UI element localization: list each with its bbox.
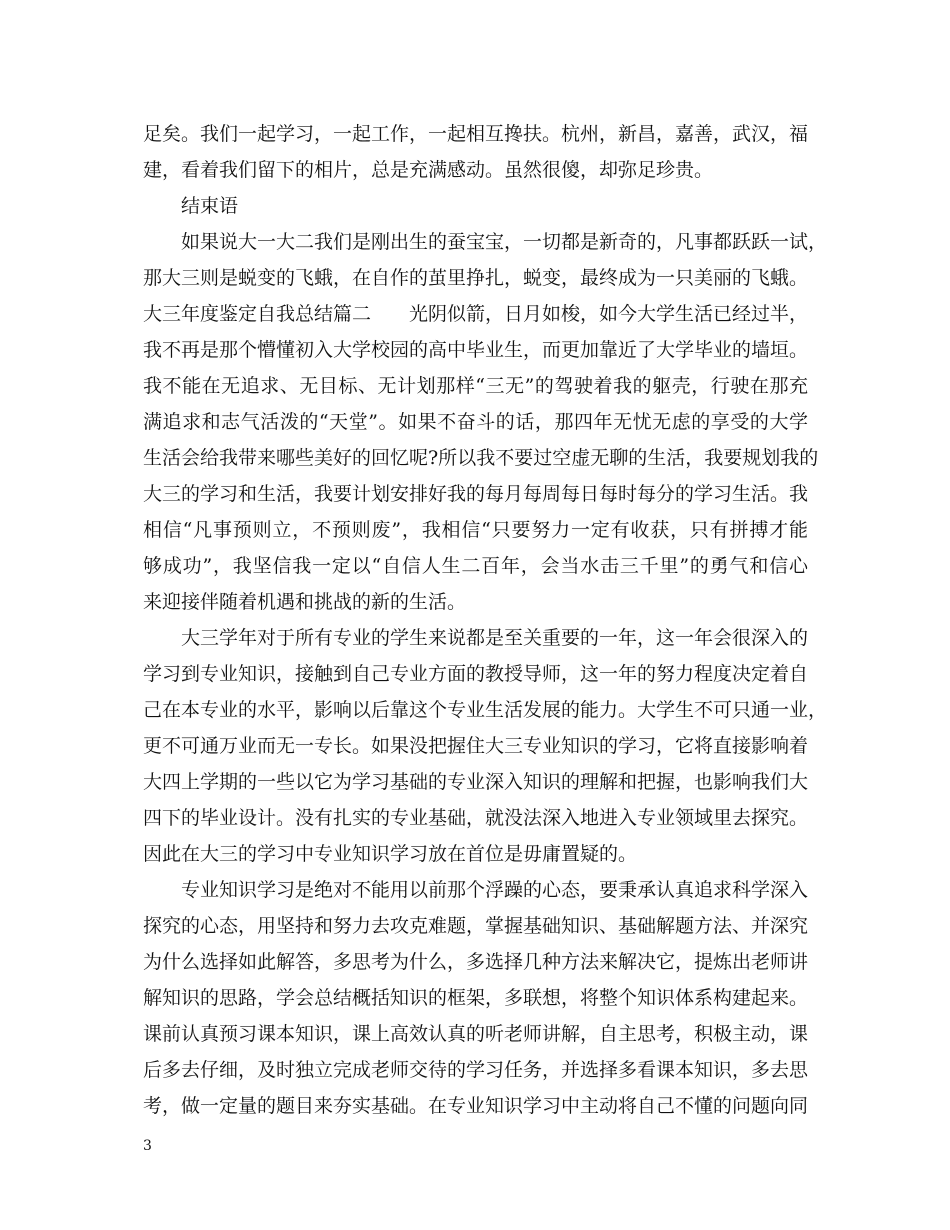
section-heading: 结束语 bbox=[181, 195, 239, 217]
body-text bbox=[143, 116, 828, 1124]
text-line: 探究的心态，用坚持和努力去攻克难题，掌握基础知识、基础解题方法、并深究 bbox=[143, 915, 809, 937]
text-line: 为什么选择如此解答，多思考为什么，多选择几种方法来解决它，提炼出老师讲 bbox=[143, 951, 809, 973]
text-line: 己在本专业的水平，影响以后靠这个专业生活发展的能力。大学生不可只通一业， bbox=[143, 699, 828, 721]
text-line: 后多去仔细，及时独立完成老师交待的学习任务，并选择多看课本知识，多去思 bbox=[143, 1059, 809, 1081]
text-line: 课前认真预习课本知识，课上高效认真的听老师讲解，自主思考，积极主动，课 bbox=[143, 1023, 809, 1045]
text-line: 建，看着我们留下的相片，总是充满感动。虽然很傻，却弥足珍贵。 bbox=[143, 159, 714, 181]
text-line: 因此在大三的学习中专业知识学习放在首位是毋庸置疑的。 bbox=[143, 843, 638, 865]
page-number: 3 bbox=[143, 1138, 152, 1154]
text-line: 解知识的思路，学会总结概括知识的框架，多联想，将整个知识体系构建起来。 bbox=[143, 987, 809, 1009]
text-line: 四下的毕业设计。没有扎实的专业基础，就没法深入地进入专业领域里去探究。 bbox=[143, 807, 809, 829]
text-line: 大三学年对于所有专业的学生来说都是至关重要的一年，这一年会很深入的 bbox=[181, 627, 809, 649]
text-line: 大三年度鉴定自我总结篇二 光阴似箭，日月如梭，如今大学生活已经过半， bbox=[143, 303, 809, 325]
text-line: 考，做一定量的题目来夯实基础。在专业知识学习中主动将自己不懂的问题向同 bbox=[143, 1095, 809, 1117]
text-line: 我不再是那个懵懂初入大学校园的高中毕业生，而更加靠近了大学毕业的墙垣。 bbox=[143, 339, 809, 361]
text-line: 满追求和志气活泼的“天堂”。如果不奋斗的话，那四年无忧无虑的享受的大学 bbox=[143, 411, 808, 433]
text-line: 来迎接伴随着机遇和挑战的新的生活。 bbox=[143, 591, 467, 613]
text-line: 学习到专业知识，接触到自己专业方面的教授导师，这一年的努力程度决定着自 bbox=[143, 663, 809, 685]
text-line: 我不能在无追求、无目标、无计划那样“三无”的驾驶着我的躯壳，行驶在那充 bbox=[143, 375, 808, 397]
text-line: 够成功”，我坚信我一定以“自信人生二百年，会当水击三千里”的勇气和信心 bbox=[143, 555, 808, 577]
text-line: 如果说大一大二我们是刚出生的蚕宝宝，一切都是新奇的，凡事都跃跃一试， bbox=[181, 231, 828, 253]
text-line: 足矣。我们一起学习，一起工作，一起相互搀扶。杭州，新昌，嘉善，武汉，福 bbox=[143, 123, 809, 145]
text-line: 相信“凡事预则立，不预则废”，我相信“只要努力一定有收获，只有拼搏才能 bbox=[143, 519, 808, 541]
text-line: 专业知识学习是绝对不能用以前那个浮躁的心态，要秉承认真追求科学深入 bbox=[181, 879, 809, 901]
text-line: 那大三则是蜕变的飞蛾，在自作的茧里挣扎，蜕变，最终成为一只美丽的飞蛾。 bbox=[143, 267, 809, 289]
text-line: 生活会给我带来哪些美好的回忆呢?所以我不要过空虚无聊的生活，我要规划我的 bbox=[143, 447, 819, 469]
text-line: 更不可通万业而无一专长。如果没把握住大三专业知识的学习，它将直接影响着 bbox=[143, 735, 809, 757]
text-line: 大四上学期的一些以它为学习基础的专业深入知识的理解和把握，也影响我们大 bbox=[143, 771, 809, 793]
text-line: 大三的学习和生活，我要计划安排好我的每月每周每日每时每分的学习生活。我 bbox=[143, 483, 809, 505]
